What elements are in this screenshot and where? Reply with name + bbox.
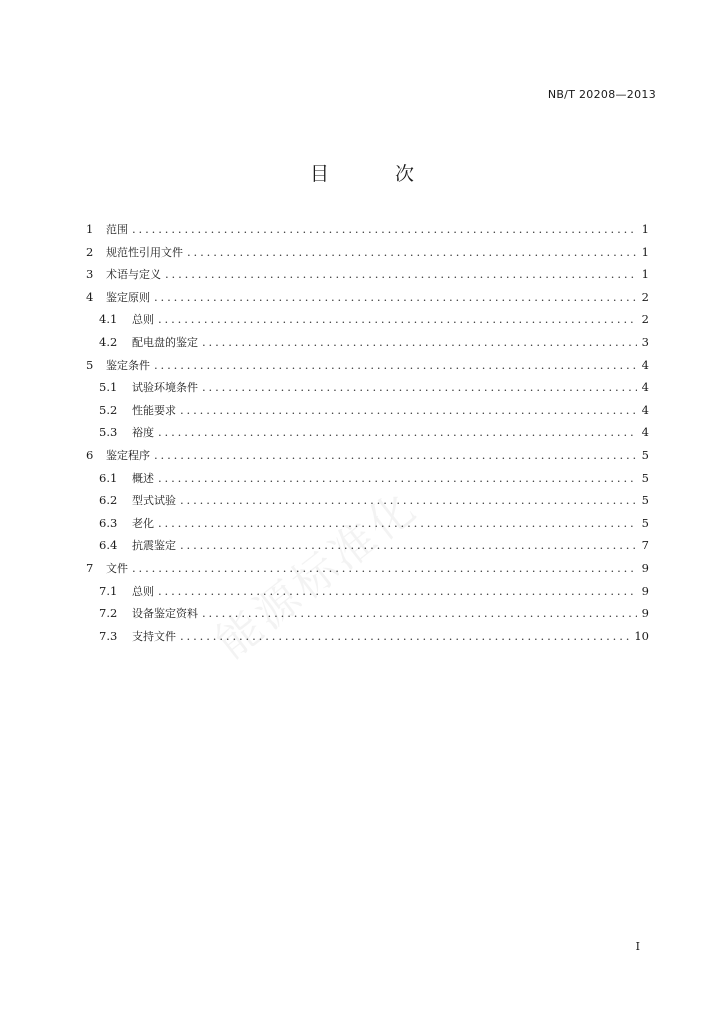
toc-leader-dots: [180, 399, 637, 422]
toc-entry-page: 4: [641, 380, 649, 395]
toc-leader-dots: [202, 331, 637, 354]
table-of-contents: [86, 218, 649, 647]
toc-entry-number: 6.3: [99, 515, 118, 530]
toc-entry-page: 4: [641, 402, 649, 417]
toc-entry-number: 5.2: [99, 402, 118, 417]
toc-entry-number: 1: [86, 222, 94, 236]
toc-entry-label: 支持文件: [132, 629, 176, 643]
toc-entry-number: 6.1: [99, 470, 118, 485]
toc-leader-dots: [154, 444, 637, 467]
toc-entry-number: 6.2: [99, 493, 118, 508]
toc-leader-dots: [132, 218, 637, 241]
toc-entry-page: 5: [641, 515, 649, 530]
toc-entry[interactable]: [86, 241, 649, 264]
toc-entry-page: 3: [641, 334, 649, 349]
toc-entry-number: 6: [86, 447, 94, 462]
toc-leader-dots: [154, 286, 637, 309]
toc-entry-label: 文件: [106, 561, 128, 575]
toc-entry[interactable]: [86, 354, 649, 377]
toc-entry-label: 抗震鉴定: [132, 539, 176, 553]
toc-entry[interactable]: [86, 625, 649, 648]
toc-entry-label: 鉴定原则: [106, 290, 150, 304]
toc-entry-number: 3: [86, 267, 94, 282]
toc-entry-label: 规范性引用文件: [106, 245, 183, 259]
toc-entry-label: 试验环境条件: [132, 381, 198, 395]
toc-entry-label: 配电盘的鉴定: [132, 335, 198, 349]
toc-leader-dots: [158, 421, 637, 444]
toc-entry[interactable]: [86, 602, 649, 625]
toc-entry-page: 4: [641, 357, 649, 372]
toc-entry[interactable]: [86, 399, 649, 422]
toc-leader-dots: [165, 263, 637, 286]
toc-entry-page: 5: [641, 447, 649, 462]
toc-entry-page: 10: [634, 628, 649, 643]
toc-entry-number: 7.2: [99, 606, 118, 621]
toc-leader-dots: [154, 354, 637, 377]
toc-entry[interactable]: [86, 308, 649, 331]
toc-entry[interactable]: [86, 263, 649, 286]
toc-entry-label: 鉴定条件: [106, 358, 150, 372]
toc-entry-page: 7: [641, 538, 649, 553]
toc-entry-page: 4: [641, 425, 649, 440]
toc-leader-dots: [132, 557, 637, 580]
toc-entry-number: 7.3: [99, 628, 118, 643]
toc-entry-page: 1: [641, 267, 649, 282]
toc-entry-number: 5.1: [99, 380, 118, 395]
toc-entry[interactable]: [86, 421, 649, 444]
toc-entry[interactable]: [86, 580, 649, 603]
toc-entry-number: 2: [86, 244, 94, 259]
toc-entry-page: 9: [641, 583, 649, 598]
toc-entry-label: 范围: [106, 223, 128, 236]
toc-entry-label: 性能要求: [132, 403, 176, 417]
toc-leader-dots: [202, 376, 637, 399]
toc-entry-page: 5: [641, 470, 649, 485]
toc-entry-label: 概述: [132, 471, 154, 485]
toc-entry-number: 5: [86, 357, 94, 372]
toc-entry[interactable]: [86, 218, 649, 241]
standard-number: NB/T 20208—2013: [547, 88, 656, 101]
toc-entry[interactable]: [86, 444, 649, 467]
toc-entry-label: 术语与定义: [106, 268, 161, 282]
toc-entry-page: 2: [641, 289, 649, 304]
toc-leader-dots: [187, 241, 637, 264]
toc-entry-number: 7: [86, 560, 94, 575]
toc-entry-number: 6.4: [99, 538, 118, 553]
toc-entry-label: 老化: [132, 516, 154, 530]
toc-entry-label: 裕度: [132, 426, 154, 440]
toc-entry-label: 总则: [132, 584, 154, 598]
toc-entry-label: 型式试验: [132, 494, 176, 508]
toc-entry[interactable]: [86, 286, 649, 309]
page-number: I: [635, 940, 640, 953]
toc-title: 目 次: [309, 163, 445, 185]
toc-entry[interactable]: [86, 331, 649, 354]
toc-entry-number: 7.1: [99, 583, 118, 598]
toc-entry-page: 9: [641, 560, 649, 575]
toc-entry-number: 5.3: [99, 425, 118, 440]
toc-leader-dots: [158, 308, 637, 331]
toc-entry-number: 4.2: [99, 334, 118, 349]
toc-entry-label: 设备鉴定资料: [132, 607, 198, 621]
toc-entry-page: 2: [641, 312, 649, 327]
toc-entry-label: 鉴定程序: [106, 448, 150, 462]
toc-entry-number: 4: [86, 289, 94, 304]
toc-entry-page: 1: [641, 244, 649, 259]
toc-entry[interactable]: [86, 376, 649, 399]
toc-entry-number: 4.1: [99, 312, 118, 327]
toc-entry[interactable]: [86, 467, 649, 490]
toc-entry-label: 总则: [132, 313, 154, 327]
toc-entry-page: 5: [641, 493, 649, 508]
toc-entry-page: 9: [641, 606, 649, 621]
toc-entry-page: 1: [641, 222, 649, 236]
